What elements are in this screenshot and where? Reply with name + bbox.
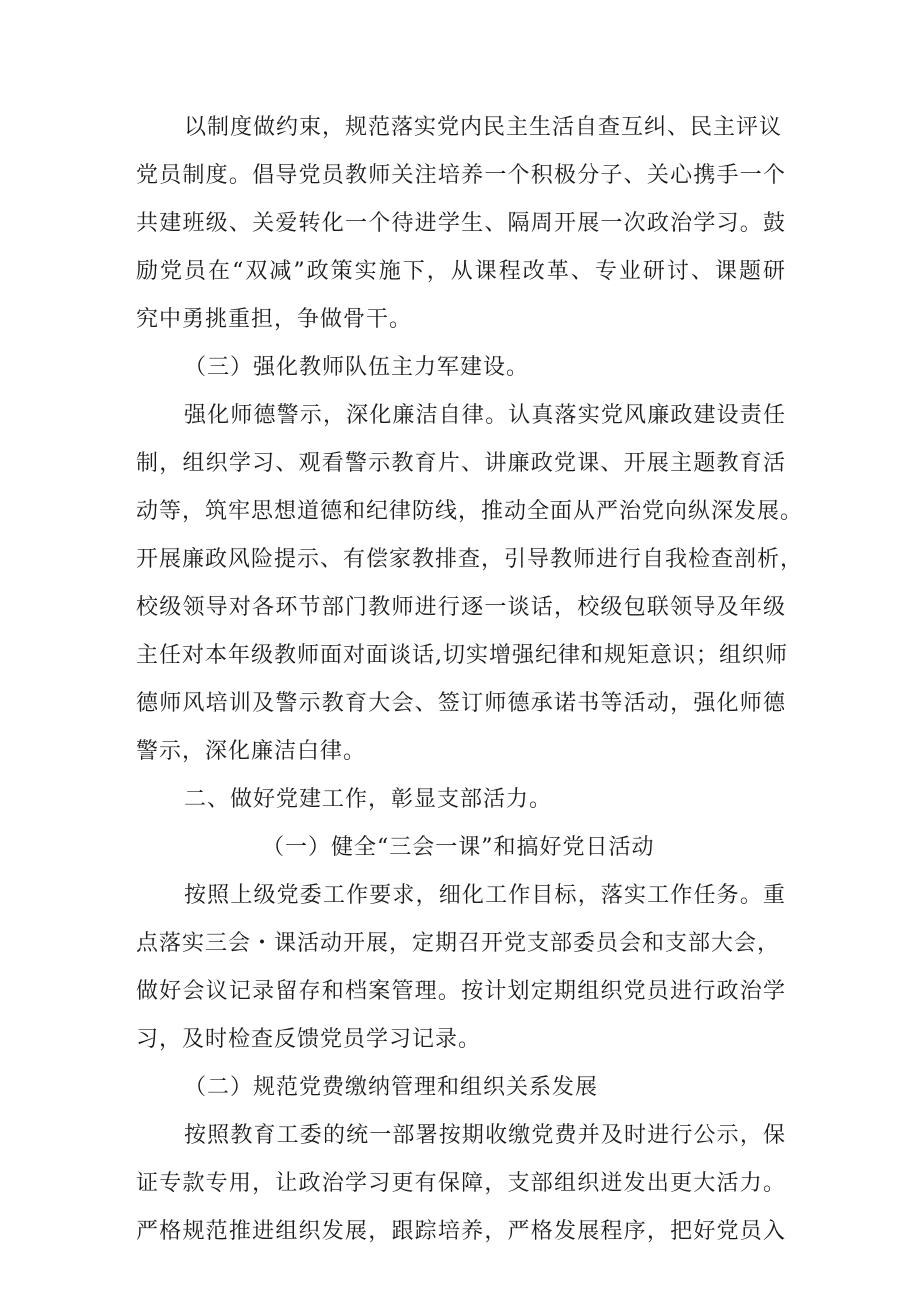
paragraph-line: 强化师德警示，深化廉洁自律。认真落实党风廉政建设责任 (184, 403, 786, 428)
paragraph-line: 按照上级党委工作要求，细化工作目标，落实工作任务。重 (184, 883, 786, 908)
paragraph-line: 警示，深化廉洁白律。 (136, 739, 367, 764)
paragraph-line: 按照教育工委的统一部署按期收缴党费并及时进行公示，保 (184, 1123, 786, 1148)
paragraph-line: 制，组织学习、观看警示教育片、讲廉政党课、开展主题教育活 (136, 451, 786, 476)
subsection-heading: （一）健全“三会一课”和搞好党日活动 (262, 835, 655, 860)
paragraph-line: 共建班级、关爱转化一个待进学生、隔周开展一次政治学习。鼓 (136, 211, 786, 236)
paragraph-line: 以制度做约束，规范落实党内民主生活自查互纠、民主评议 (184, 115, 783, 140)
paragraph-line: 党员制度。倡导党员教师关注培养一个积极分子、关心携手一个 (136, 163, 786, 188)
subsection-heading: （二）规范党费缴纳管理和组织关系发展 (184, 1075, 599, 1100)
paragraph-line: 动等，筑牢思想道德和纪律防线，推动全面从严治党向纵深发展。 (136, 499, 804, 524)
paragraph-line: 严格规范推进组织发展，跟踪培养，严格发展程序，把好党员入 (136, 1219, 786, 1244)
paragraph-line: 励党员在“双减”政策实施下，从课程改革、专业研讨、课题研 (136, 259, 786, 284)
section-heading: 二、做好党建工作，彰显支部活力。 (184, 787, 553, 812)
section-heading: （三）强化教师队伍主力军建设。 (184, 355, 530, 380)
paragraph-line: 开展廉政风险提示、有偿家教排查，引导教师进行自我检查剖析， (136, 547, 804, 572)
paragraph-line: 校级领导对各环节部门教师进行逐一谈话，校级包联领导及年级 (136, 595, 786, 620)
paragraph-line: 证专款专用，让政治学习更有保障，支部组织迸发出更大活力。 (136, 1171, 786, 1196)
paragraph-line: 习，及时检查反馈党员学习记录。 (136, 1027, 482, 1052)
paragraph-line: 德师风培训及警示教育大会、签订师德承诺书等活动，强化师德 (136, 691, 786, 716)
paragraph-line: 究中勇挑重担，争做骨干。 (136, 307, 413, 332)
paragraph-line: 主任对本年级教师面对面谈话,切实增强纪律和规矩意识；组织师 (136, 643, 788, 668)
paragraph-line: 做好会议记录留存和档案管理。按计划定期组织党员进行政治学 (136, 979, 786, 1004)
paragraph-line: 点落实三会・课活动开展，定期召开党支部委员会和支部大会， (136, 931, 781, 956)
